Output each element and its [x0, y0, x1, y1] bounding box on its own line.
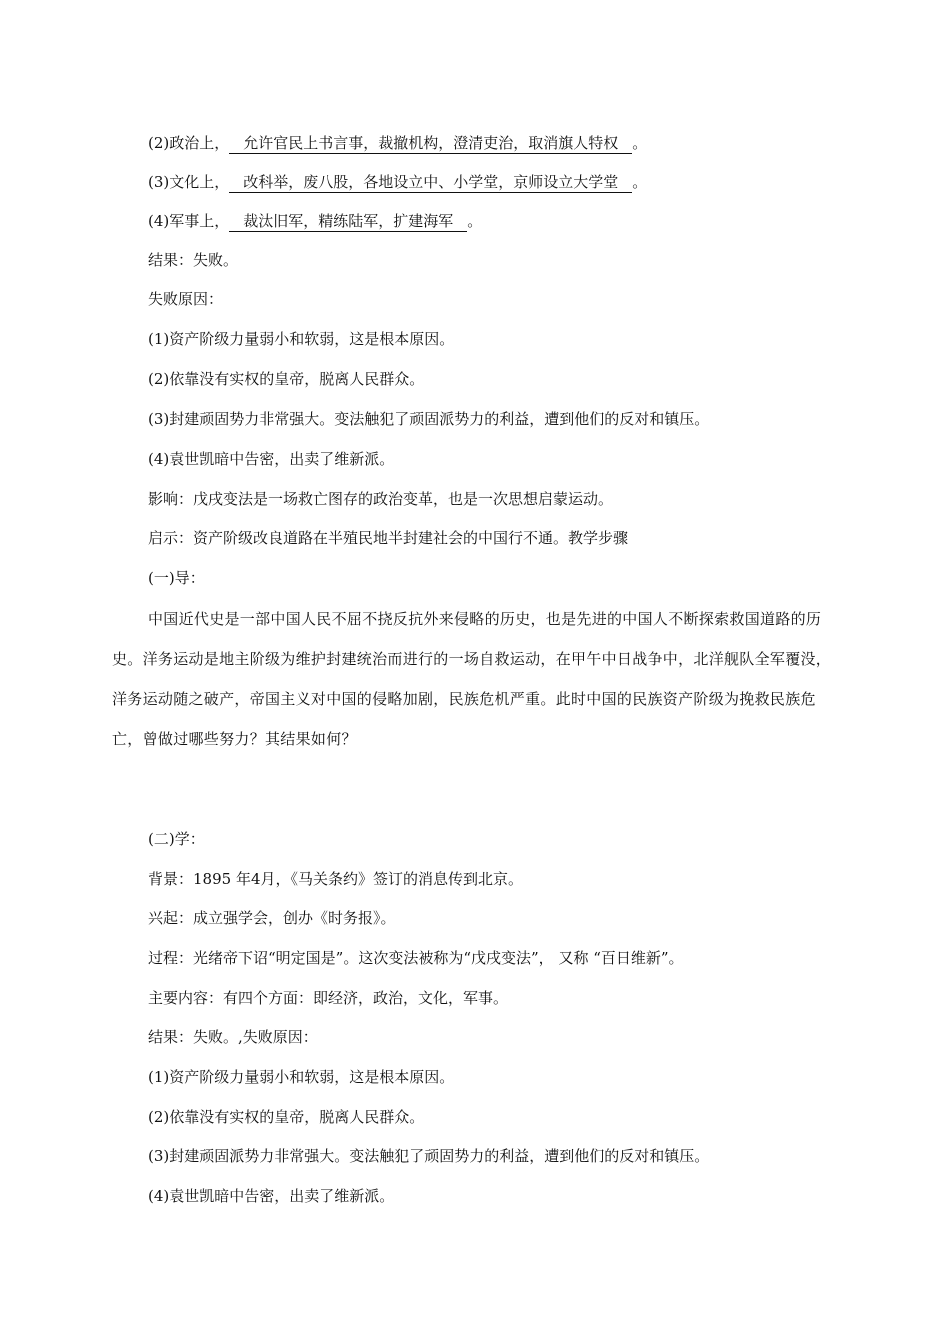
study-reason-item: (3)封建顽固派势力非常强大。变法触犯了顽固势力的利益，遭到他们的反对和镇压。: [148, 1147, 710, 1165]
reasons-title: 失败原因：: [148, 290, 224, 308]
cultural-answer-blank: 改科举，废八股，各地设立中、小学堂，京师设立大学堂: [229, 173, 632, 193]
study-reason-item: (1)资产阶级力量弱小和软弱，这是根本原因。: [148, 1068, 455, 1086]
end-punct: 。: [632, 173, 648, 191]
political-reform-line: [148, 133, 647, 154]
guide-paragraph: 中国近代史是一部中国人民不屈不挠反抗外来侵略的历史，也是先进的中国人不断探索救国道路的历史。洋务运动是地主阶级为维护封建统治而进行的一场自救运动，在甲午中日战争中，北洋舰队全军覆没，洋务运动随之破产，帝国主义对中国的侵略加剧，民族危机严重。此时中国的民族资产阶级为挽救民族危亡，曾做过哪些努力？其结果如何？: [112, 610, 832, 748]
reason-item: (3)封建顽固势力非常强大。变法触犯了顽固派势力的利益，遭到他们的反对和镇压。: [148, 410, 710, 428]
end-punct: 。: [632, 134, 648, 152]
study-reason-item: (4)袁世凯暗中告密，出卖了维新派。: [148, 1187, 395, 1205]
study-result-line: 结果：失败。,失败原因：: [148, 1028, 318, 1046]
cultural-reform-line: [148, 172, 647, 193]
military-label: (4)军事上，: [148, 212, 230, 230]
cultural-label: (3)文化上，: [148, 173, 230, 191]
background-line: 背景：1895 年4月，《马关条约》签订的消息传到北京。: [148, 870, 523, 888]
political-label: (2)政治上，: [148, 134, 230, 152]
rise-line: 兴起：成立强学会，创办《时务报》。: [148, 909, 396, 927]
enlightenment-line: 启示：资产阶级改良道路在半殖民地半封建社会的中国行不通。教学步骤: [148, 529, 629, 547]
process-line: 过程：光绪帝下诏“明定国是”。这次变法被称为“戊戌变法”， 又称 “百日维新”。: [148, 949, 684, 967]
political-answer-blank: 允许官民上书言事，裁撤机构，澄清吏治，取消旗人特权: [229, 134, 632, 154]
study-heading: (二)学：: [148, 830, 205, 848]
reason-item: (2)依靠没有实权的皇帝，脱离人民群众。: [148, 370, 425, 388]
study-reason-item: (2)依靠没有实权的皇帝，脱离人民群众。: [148, 1108, 425, 1126]
end-punct: 。: [467, 212, 483, 230]
influence-line: 影响：戊戌变法是一场救亡图存的政治变革，也是一次思想启蒙运动。: [148, 490, 614, 508]
military-answer-blank: 裁汰旧军，精练陆军，扩建海军: [229, 212, 467, 232]
guide-heading: (一)导：: [148, 569, 205, 587]
reason-item: (4)袁世凯暗中告密，出卖了维新派。: [148, 450, 395, 468]
military-reform-line: [148, 211, 482, 232]
result-line: 结果：失败。: [148, 251, 239, 269]
content-line: 主要内容：有四个方面：即经济，政治，文化，军事。: [148, 989, 509, 1007]
reason-item: (1)资产阶级力量弱小和软弱，这是根本原因。: [148, 330, 455, 348]
